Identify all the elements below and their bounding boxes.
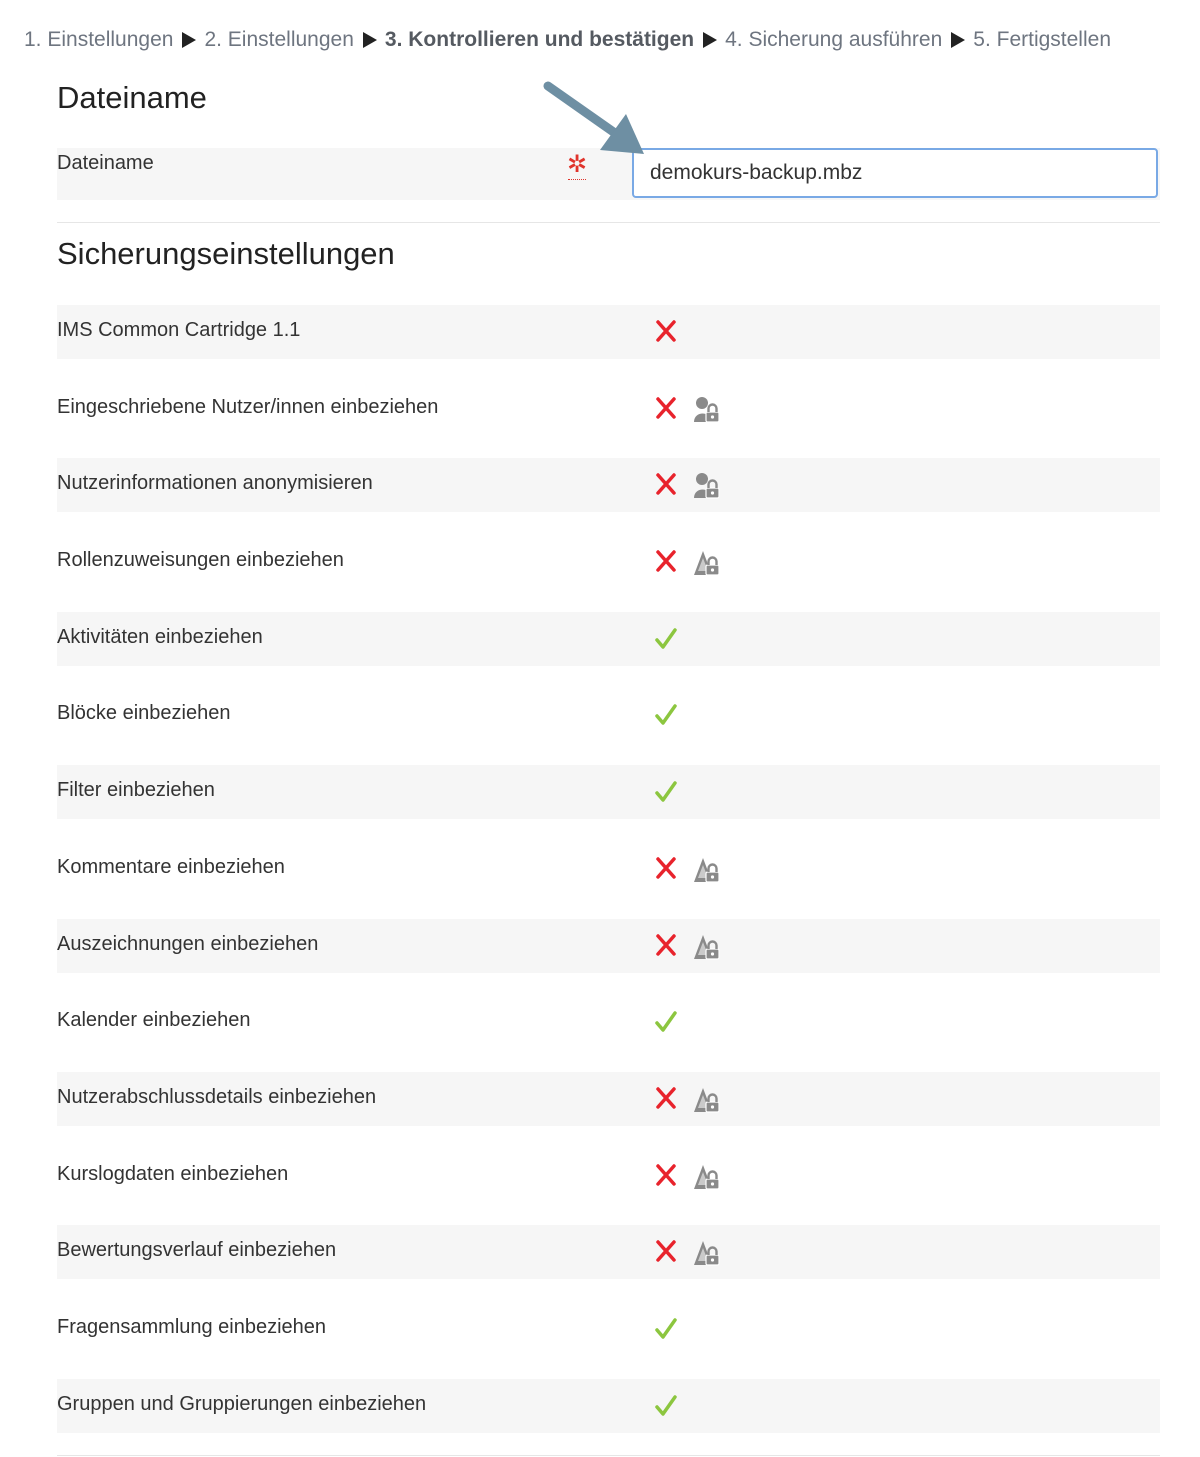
setting-row [57, 765, 1160, 819]
setting-label: Nutzerinformationen anonymisieren [57, 472, 373, 495]
cross-no-icon [654, 931, 678, 959]
dependency-lock-icon [693, 549, 721, 577]
setting-row [57, 612, 1160, 666]
setting-row [57, 1225, 1160, 1279]
setting-label: Rollenzuweisungen einbeziehen [57, 549, 344, 572]
filename-input[interactable] [632, 148, 1158, 198]
checkmark-yes-icon [654, 1007, 678, 1035]
cross-no-icon [654, 1237, 678, 1265]
cross-no-icon [654, 1084, 678, 1112]
settings-section-title: Sicherungseinstellungen [57, 236, 395, 271]
cross-no-icon [654, 470, 678, 498]
backup-steps-breadcrumb [24, 24, 1111, 56]
setting-row [57, 1149, 1160, 1203]
setting-row [57, 382, 1160, 436]
filename-row [57, 148, 1160, 200]
step-separator-icon [951, 32, 965, 48]
checkmark-yes-icon [654, 1314, 678, 1342]
dependency-lock-icon [693, 1086, 721, 1114]
setting-row [57, 688, 1160, 742]
cross-no-icon [654, 547, 678, 575]
setting-label: Eingeschriebene Nutzer/innen einbeziehen [57, 395, 439, 418]
dependency-lock-icon [693, 1163, 721, 1191]
setting-label: Kurslogdaten einbeziehen [57, 1162, 289, 1185]
user-lock-icon [693, 472, 721, 500]
backup-settings-list [57, 305, 1160, 1455]
cross-no-icon [654, 854, 678, 882]
setting-row [57, 1302, 1160, 1356]
setting-label: IMS Common Cartridge 1.1 [57, 319, 301, 341]
setting-row [57, 919, 1160, 973]
setting-row [57, 995, 1160, 1049]
setting-row [57, 458, 1160, 512]
checkmark-yes-icon [654, 624, 678, 652]
setting-row [57, 1072, 1160, 1126]
setting-row [57, 842, 1160, 896]
cross-no-icon [654, 1161, 678, 1189]
setting-label: Filter einbeziehen [57, 779, 215, 802]
cross-no-icon [654, 317, 678, 345]
setting-label: Aktivitäten einbeziehen [57, 625, 263, 648]
setting-label: Bewertungsverlauf einbeziehen [57, 1239, 337, 1262]
user-lock-icon [693, 396, 721, 424]
section-divider [57, 222, 1160, 223]
setting-label: Nutzerabschlussdetails einbeziehen [57, 1085, 377, 1108]
setting-label: Kommentare einbeziehen [57, 855, 285, 878]
setting-row [57, 1379, 1160, 1433]
dependency-lock-icon [693, 1239, 721, 1267]
step-separator-icon [703, 32, 717, 48]
required-asterisk-icon: ✲ [567, 151, 588, 178]
checkmark-yes-icon [654, 700, 678, 728]
step-separator-icon [182, 32, 196, 48]
filename-label: Dateiname [57, 152, 154, 174]
setting-label: Fragensammlung einbeziehen [57, 1315, 327, 1338]
setting-row [57, 535, 1160, 589]
step-3-current: 3. Kontrollieren und bestätigen [384, 28, 695, 51]
step-separator-icon [363, 32, 377, 48]
step-2: 2. Einstellungen [204, 28, 354, 51]
dependency-lock-icon [693, 933, 721, 961]
setting-label: Auszeichnungen einbeziehen [57, 932, 319, 955]
step-1: 1. Einstellungen [24, 28, 174, 51]
filename-section-title: Dateiname [57, 80, 207, 115]
setting-label: Kalender einbeziehen [57, 1009, 251, 1032]
setting-row [57, 305, 1160, 359]
setting-label: Gruppen und Gruppierungen einbeziehen [57, 1392, 427, 1415]
setting-label: Blöcke einbeziehen [57, 702, 231, 725]
section-divider [57, 1455, 1160, 1456]
step-4: 4. Sicherung ausführen [725, 28, 943, 51]
checkmark-yes-icon [654, 1391, 678, 1419]
dependency-lock-icon [693, 856, 721, 884]
checkmark-yes-icon [654, 777, 678, 805]
step-5: 5. Fertigstellen [973, 28, 1111, 51]
cross-no-icon [654, 394, 678, 422]
